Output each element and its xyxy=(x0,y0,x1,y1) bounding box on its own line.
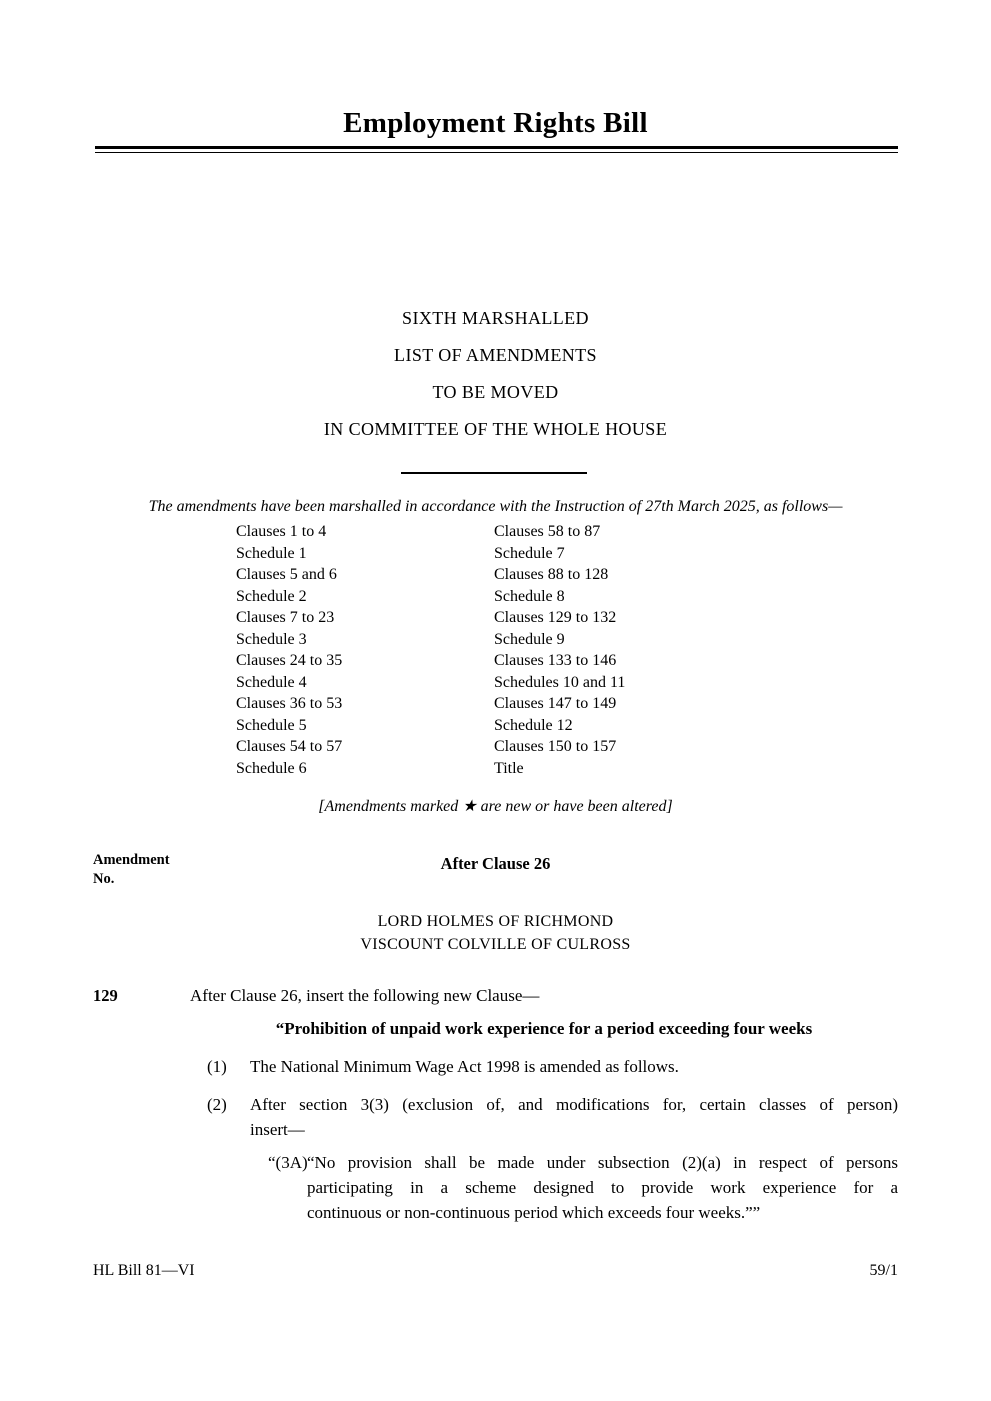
marshalling-item: Schedule 1 xyxy=(236,544,307,562)
marshalling-intro: The amendments have been marshalled in accordance with the Instruction of 27th March 2025, as follows— xyxy=(148,498,843,515)
mover-name: LORD HOLMES OF RICHMOND xyxy=(377,913,614,930)
marshalling-item: Schedule 3 xyxy=(236,630,307,648)
marshalling-item: Schedule 6 xyxy=(236,759,307,777)
star-note: [Amendments marked ★ are new or have been altered] xyxy=(318,798,673,815)
movers-list xyxy=(0,910,991,956)
marshalling-item: Clauses 24 to 35 xyxy=(236,652,343,669)
subsection-1 xyxy=(207,1054,898,1079)
marshalled-list-heading xyxy=(0,300,991,448)
mover-name: VISCOUNT COLVILLE OF CULROSS xyxy=(360,936,631,953)
bill-title: Employment Rights Bill xyxy=(343,107,648,139)
marshalling-item: Schedule 9 xyxy=(494,630,565,648)
footer-page-number: 59/1 xyxy=(869,1262,898,1279)
marshalling-item: Schedule 4 xyxy=(236,673,307,691)
amendment-instruction: After Clause 26, insert the following new Clause— xyxy=(190,986,540,1005)
subsection-2-number: (2) xyxy=(207,1095,227,1114)
marshalling-column-right xyxy=(494,521,625,779)
subsection-2-text-line: insert— xyxy=(250,1120,305,1139)
inserted-subsection-text-line: “No provision shall be made under subsection (2)(a) in respect of persons xyxy=(307,1153,898,1172)
heading-line: SIXTH MARSHALLED xyxy=(402,308,589,328)
new-clause-title: “Prohibition of unpaid work experience for a period exceeding four weeks xyxy=(275,1019,813,1038)
amendment-number: 129 xyxy=(93,986,118,1005)
amendment-no-label-line: No. xyxy=(93,871,115,887)
amendment-no-label-line: Amendment xyxy=(93,852,170,868)
subsection-2-text-line: After section 3(3) (exclusion of, and modifications for, certain classes of person) xyxy=(250,1095,898,1114)
subsection-2 xyxy=(207,1092,898,1142)
place-heading: After Clause 26 xyxy=(440,854,551,873)
marshalling-item: Schedule 8 xyxy=(494,587,565,605)
marshalling-item: Schedule 5 xyxy=(236,716,307,734)
marshalling-item: Clauses 54 to 57 xyxy=(236,738,343,755)
title-double-rule xyxy=(95,146,898,153)
subsection-1-text: The National Minimum Wage Act 1998 is amended as follows. xyxy=(250,1057,679,1076)
marshalling-item: Schedules 10 and 11 xyxy=(494,673,626,691)
marshalling-column-left xyxy=(236,521,342,779)
marshalling-item: Clauses 147 to 149 xyxy=(494,695,617,712)
marshalling-item: Clauses 88 to 128 xyxy=(494,566,609,583)
marshalling-item: Clauses 7 to 23 xyxy=(236,609,335,626)
inserted-subsection-text-line: participating in a scheme designed to provide work experience for a xyxy=(307,1178,898,1197)
inserted-subsection-text-line: continuous or non-continuous period which exceeds four weeks.”” xyxy=(307,1203,761,1222)
footer-bill-number: HL Bill 81—VI xyxy=(93,1262,195,1279)
divider-rule xyxy=(401,472,587,474)
heading-line: TO BE MOVED xyxy=(432,382,559,402)
inserted-subsection-number: “(3A) xyxy=(268,1153,308,1172)
marshalling-item: Clauses 58 to 87 xyxy=(494,523,601,540)
marshalling-item: Clauses 5 and 6 xyxy=(236,566,337,583)
heading-line: LIST OF AMENDMENTS xyxy=(394,345,597,365)
subsection-1-number: (1) xyxy=(207,1057,227,1076)
marshalling-item: Clauses 150 to 157 xyxy=(494,738,617,755)
marshalling-item: Clauses 36 to 53 xyxy=(236,695,343,712)
marshalling-item: Clauses 129 to 132 xyxy=(494,609,617,626)
heading-line: IN COMMITTEE OF THE WHOLE HOUSE xyxy=(323,419,668,439)
marshalling-item: Clauses 1 to 4 xyxy=(236,523,327,540)
marshalling-item: Title xyxy=(494,759,524,777)
marshalling-item: Schedule 2 xyxy=(236,587,307,605)
marshalling-item: Schedule 7 xyxy=(494,544,565,562)
inserted-subsection-3a xyxy=(268,1150,898,1225)
marshalling-item: Clauses 133 to 146 xyxy=(494,652,617,669)
marshalling-item: Schedule 12 xyxy=(494,716,573,734)
